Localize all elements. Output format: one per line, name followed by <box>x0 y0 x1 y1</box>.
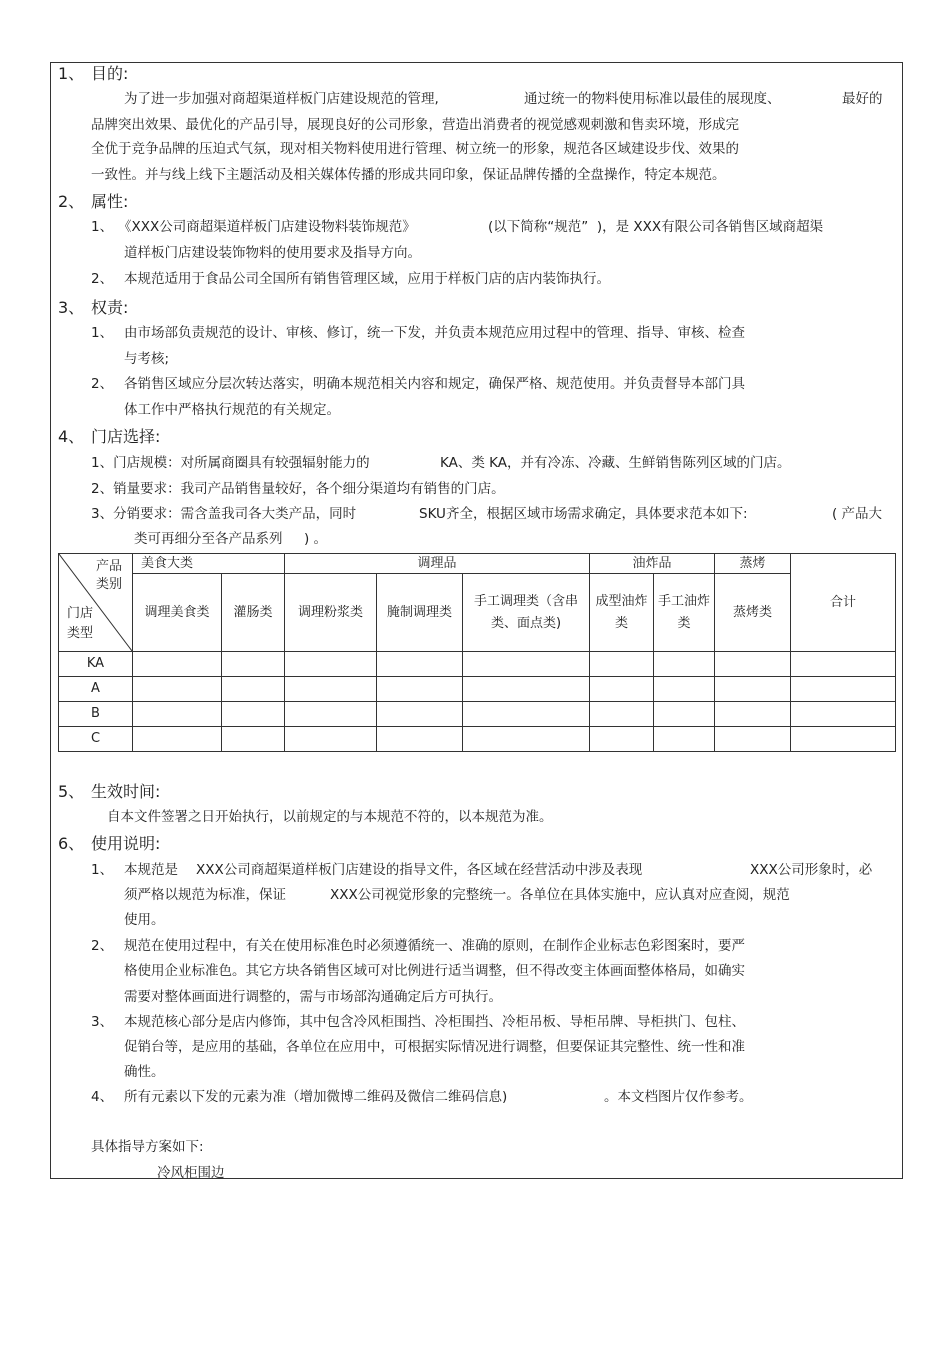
s4-line-3a: 3、分销要求：需含盖我司各大类产品，同时 <box>91 506 357 522</box>
s3-item-1-number: 1、 <box>91 325 114 341</box>
s1-line-2: 品牌突出效果、最优化的产品引导，展现良好的公司形象，营造出消费者的视觉感观刺激和售卖环境，形成完 <box>91 117 739 133</box>
row-label: B <box>59 702 133 727</box>
total-header: 合计 <box>791 554 896 652</box>
table-cell <box>222 702 285 727</box>
table-cell <box>590 727 654 752</box>
table-cell <box>377 702 463 727</box>
corner-bottom-label <box>67 604 93 644</box>
table-cell <box>791 677 896 702</box>
row-label: C <box>59 727 133 752</box>
s6-item-1-f: 使用。 <box>124 912 165 928</box>
table-cell <box>463 727 590 752</box>
section-2-number: 2、 <box>58 192 85 211</box>
s6-item-4-number: 4、 <box>91 1089 114 1105</box>
s6-item-3-c: 确性。 <box>124 1064 165 1080</box>
corner-top-line-2: 类别 <box>95 577 122 592</box>
table-cell <box>791 652 896 677</box>
table-cell <box>285 702 377 727</box>
s6-item-2-b: 格使用企业标准色。其它方块各销售区域可对比例进行适当调整，但不得改变主体画面整体格局，如确实 <box>124 963 745 979</box>
table-cell <box>654 727 715 752</box>
table-cell <box>222 652 285 677</box>
table-row <box>59 702 896 727</box>
s4-line-1a: 1、门店规模：对所属商圈具有较强辐射能力的 <box>91 455 370 471</box>
s6-item-3-number: 3、 <box>91 1014 114 1030</box>
s3-item-2-a: 各销售区域应分层次转达落实，明确本规范相关内容和规定，确保严格、规范使用。并负责督导本部门具 <box>124 376 745 392</box>
s6-item-1-b: XXX公司商超渠道样板门店建设的指导文件，各区域在经营活动中涉及表现 <box>196 862 643 878</box>
section-5-number: 5、 <box>58 782 85 801</box>
corner-bottom-line-2: 类型 <box>67 626 94 641</box>
section-2-title: 属性: <box>91 192 129 211</box>
sub-header-cell: 手工油炸类 <box>654 574 715 652</box>
s2-item-1-c: 道样板门店建设装饰物料的使用要求及指导方向。 <box>124 245 421 261</box>
sub-header-cell: 调理美食类 <box>133 574 222 652</box>
s6-item-2-number: 2、 <box>91 938 114 954</box>
s6-item-2-a: 规范在使用过程中，有关在使用标准色时必须遵循统一、准确的原则，在制作企业标志色彩图案时，要严 <box>124 938 745 954</box>
s1-line-3: 全优于竞争品牌的压迫式气氛，现对相关物料使用进行管理、树立统一的形象，规范各区域建设步伐、效果的 <box>91 141 739 157</box>
s5-text: 自本文件签署之日开始执行，以前规定的与本规范不符的，以本规范为准。 <box>107 809 553 825</box>
guide-heading: 具体指导方案如下: <box>91 1139 204 1155</box>
table-cell <box>133 702 222 727</box>
s4-line-3b: SKU齐全，根据区域市场需求确定，具体要求范本如下: <box>419 506 748 522</box>
s3-item-2-b: 体工作中严格执行规范的有关规定。 <box>124 402 340 418</box>
s3-item-2-number: 2、 <box>91 376 114 392</box>
group-header-prepared: 调理品 <box>285 554 590 574</box>
table-cell <box>654 652 715 677</box>
section-1-number: 1、 <box>58 64 85 83</box>
sub-header-cell: 灌肠类 <box>222 574 285 652</box>
s6-item-1-c: XXX公司形象时，必 <box>750 862 873 878</box>
s6-item-3-a: 本规范核心部分是店内修饰，其中包含冷风柜围挡、冷柜围挡、冷柜吊板、导柜吊牌、导柜拱门、包柱、 <box>124 1014 745 1030</box>
sub-header-cell: 成型油炸类 <box>590 574 654 652</box>
sub-header-cell: 调理粉浆类 <box>285 574 377 652</box>
table-cell <box>222 727 285 752</box>
group-header-steamed: 蒸烤 <box>715 554 791 574</box>
corner-top-line-1: 产品 <box>95 559 122 574</box>
table-cell <box>654 702 715 727</box>
s1-line-4: 一致性。并与线上线下主题活动及相关媒体传播的形成共同印象，保证品牌传播的全盘操作，特定本规范。 <box>91 167 726 183</box>
s1-line-1b: 通过统一的物料使用标准以最佳的展现度、 <box>524 91 781 107</box>
s4-line-3d: 类可再细分至各产品系列 ) 。 <box>134 531 328 547</box>
table-corner-cell <box>59 554 133 652</box>
corner-top-label <box>96 558 122 594</box>
table-cell <box>590 677 654 702</box>
s6-item-1-e: XXX公司视觉形象的完整统一。各单位在具体实施中，应认真对应查阅，规范 <box>330 887 790 903</box>
s6-item-4-a: 所有元素以下发的元素为准（增加微博二维码及微信二维码信息) <box>124 1089 508 1105</box>
section-3-title: 权责: <box>91 298 129 317</box>
table-cell <box>715 677 791 702</box>
table-row <box>59 677 896 702</box>
s6-item-1-a: 本规范是 <box>124 862 178 878</box>
table-cell <box>463 652 590 677</box>
table-cell <box>222 677 285 702</box>
table-cell <box>463 677 590 702</box>
s4-line-1b: KA、类 KA，并有冷冻、冷藏、生鲜销售陈列区域的门店。 <box>440 455 791 471</box>
group-header-fried: 油炸品 <box>590 554 715 574</box>
s2-item-1-number: 1、 <box>91 219 114 235</box>
row-label: A <box>59 677 133 702</box>
section-6-title: 使用说明: <box>91 834 161 853</box>
table-cell <box>715 727 791 752</box>
table-cell <box>285 727 377 752</box>
s1-line-1c: 最好的 <box>842 91 883 107</box>
row-label: KA <box>59 652 133 677</box>
table-cell <box>791 702 896 727</box>
s2-item-2-number: 2、 <box>91 271 114 287</box>
table-cell <box>133 727 222 752</box>
s1-line-1a: 为了进一步加强对商超渠道样板门店建设规范的管理, <box>124 91 439 107</box>
section-3-number: 3、 <box>58 298 85 317</box>
s6-item-1-number: 1、 <box>91 862 114 878</box>
s4-line-2: 2、销量要求：我司产品销售量较好，各个细分渠道均有销售的门店。 <box>91 481 505 497</box>
table-cell <box>715 652 791 677</box>
table-cell <box>463 702 590 727</box>
s2-item-1-b: (以下简称“规范” )，是 XXX有限公司各销售区域商超渠 <box>488 219 824 235</box>
s6-item-1-d: 须严格以规范为标准，保证 <box>124 887 286 903</box>
s6-item-3-b: 促销台等，是应用的基础，各单位在应用中，可根据实际情况进行调整，但要保证其完整性、统一性和准 <box>124 1039 745 1055</box>
table-cell <box>377 727 463 752</box>
table-cell <box>590 652 654 677</box>
s2-item-1-a: 《XXX公司商超渠道样板门店建设物料装饰规范》 <box>118 219 416 235</box>
table-row <box>59 727 896 752</box>
s3-item-1-a: 由市场部负责规范的设计、审核、修订，统一下发，并负责本规范应用过程中的管理、指导、审核、检查 <box>124 325 745 341</box>
table-cell <box>133 677 222 702</box>
section-5-title: 生效时间: <box>91 782 161 801</box>
s2-item-2-a: 本规范适用于食品公司全国所有销售管理区域，应用于样板门店的店内装饰执行。 <box>124 271 610 287</box>
section-4-title: 门店选择: <box>91 427 161 446</box>
s3-item-1-b: 与考核; <box>124 351 170 367</box>
table-cell <box>791 727 896 752</box>
table-cell <box>654 677 715 702</box>
table-cell <box>590 702 654 727</box>
group-header-food: 美食大类 <box>133 554 285 574</box>
section-4-number: 4、 <box>58 427 85 446</box>
store-category-table <box>58 553 896 752</box>
table-cell <box>377 677 463 702</box>
sub-header-cell: 腌制调理类 <box>377 574 463 652</box>
section-1-title: 目的: <box>91 64 129 83</box>
s4-line-3c: ( 产品大 <box>832 506 883 522</box>
table-cell <box>715 702 791 727</box>
table-cell <box>285 652 377 677</box>
section-6-number: 6、 <box>58 834 85 853</box>
guide-subheading: 冷风柜围边 <box>157 1165 225 1181</box>
table-cell <box>133 652 222 677</box>
s6-item-4-b: 。本文档图片仅作参考。 <box>604 1089 753 1105</box>
s6-item-2-c: 需要对整体画面进行调整的，需与市场部沟通确定后方可执行。 <box>124 989 502 1005</box>
sub-header-cell: 手工调理类（含串类、面点类) <box>463 574 590 652</box>
table-row <box>59 652 896 677</box>
sub-header-cell: 蒸烤类 <box>715 574 791 652</box>
table-cell <box>285 677 377 702</box>
table-cell <box>377 652 463 677</box>
corner-bottom-line-1: 门店 <box>67 606 94 621</box>
